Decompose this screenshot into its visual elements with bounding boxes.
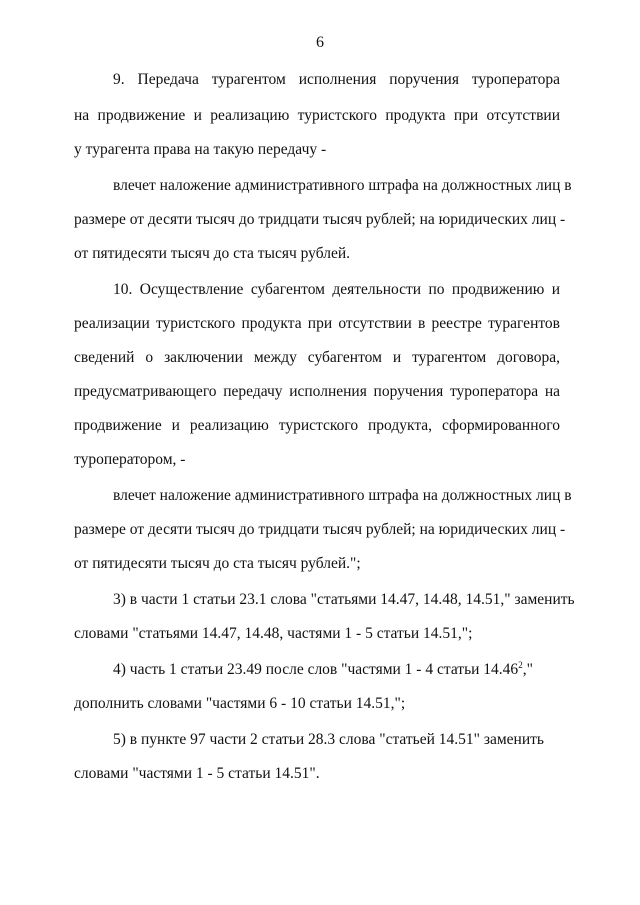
paragraph-10-line-3: сведений о заключении между субагентом и турагентом договора,	[74, 349, 560, 366]
item-5-line-2: словами "частями 1 - 5 статьи 14.51".	[74, 765, 320, 782]
penalty-9-line-2: размере от десяти тысяч до тридцати тысяч рублей; на юридических лиц -	[74, 211, 566, 228]
penalty-10-line-2: размере от десяти тысяч до тридцати тысяч рублей; на юридических лиц -	[74, 521, 566, 538]
paragraph-10-line-5: продвижение и реализацию туристского продукта, сформированного	[74, 417, 560, 434]
penalty-9-line-1: влечет наложение административного штрафа на должностных лиц в	[113, 177, 572, 194]
paragraph-9-line-1: 9. Передача турагентом исполнения поручения туроператора	[113, 71, 560, 88]
item-3-line-2: словами "статьями 14.47, 14.48, частями 1 - 5 статьи 14.51,";	[74, 625, 473, 642]
paragraph-9-line-2: на продвижение и реализацию туристского продукта при отсутствии	[74, 107, 560, 124]
paragraph-10-line-6: туроператором, -	[74, 451, 186, 468]
paragraph-10-line-4: предусматривающего передачу исполнения поручения туроператора на	[74, 383, 560, 400]
item-5-line-1: 5) в пункте 97 части 2 статьи 28.3 слова "статьей 14.51" заменить	[113, 731, 544, 748]
paragraph-9-line-3: у турагента права на такую передачу -	[74, 141, 327, 158]
paragraph-10-line-1: 10. Осуществление субагентом деятельности по продвижению и	[113, 281, 560, 298]
item-4-superscript: 2	[518, 659, 523, 670]
item-4-line-1-main: 4) часть 1 статьи 23.49 после слов "частями 1 - 4 статьи 14.46	[113, 661, 519, 678]
penalty-10-line-1: влечет наложение административного штрафа на должностных лиц в	[113, 487, 572, 504]
paragraph-10-line-2: реализации туристского продукта при отсутствии в реестре турагентов	[74, 315, 560, 332]
penalty-9-line-3: от пятидесяти тысяч до ста тысяч рублей.	[74, 245, 351, 262]
page-number: 6	[316, 34, 324, 51]
item-4-line-1-tail: ,"	[522, 661, 533, 678]
item-3-line-1: 3) в части 1 статьи 23.1 слова "статьями 14.47, 14.48, 14.51," заменить	[113, 591, 575, 608]
penalty-10-line-3: от пятидесяти тысяч до ста тысяч рублей.";	[74, 555, 361, 572]
item-4-line-2: дополнить словами "частями 6 - 10 статьи 14.51,";	[74, 695, 406, 712]
item-4-line-1	[113, 660, 533, 680]
